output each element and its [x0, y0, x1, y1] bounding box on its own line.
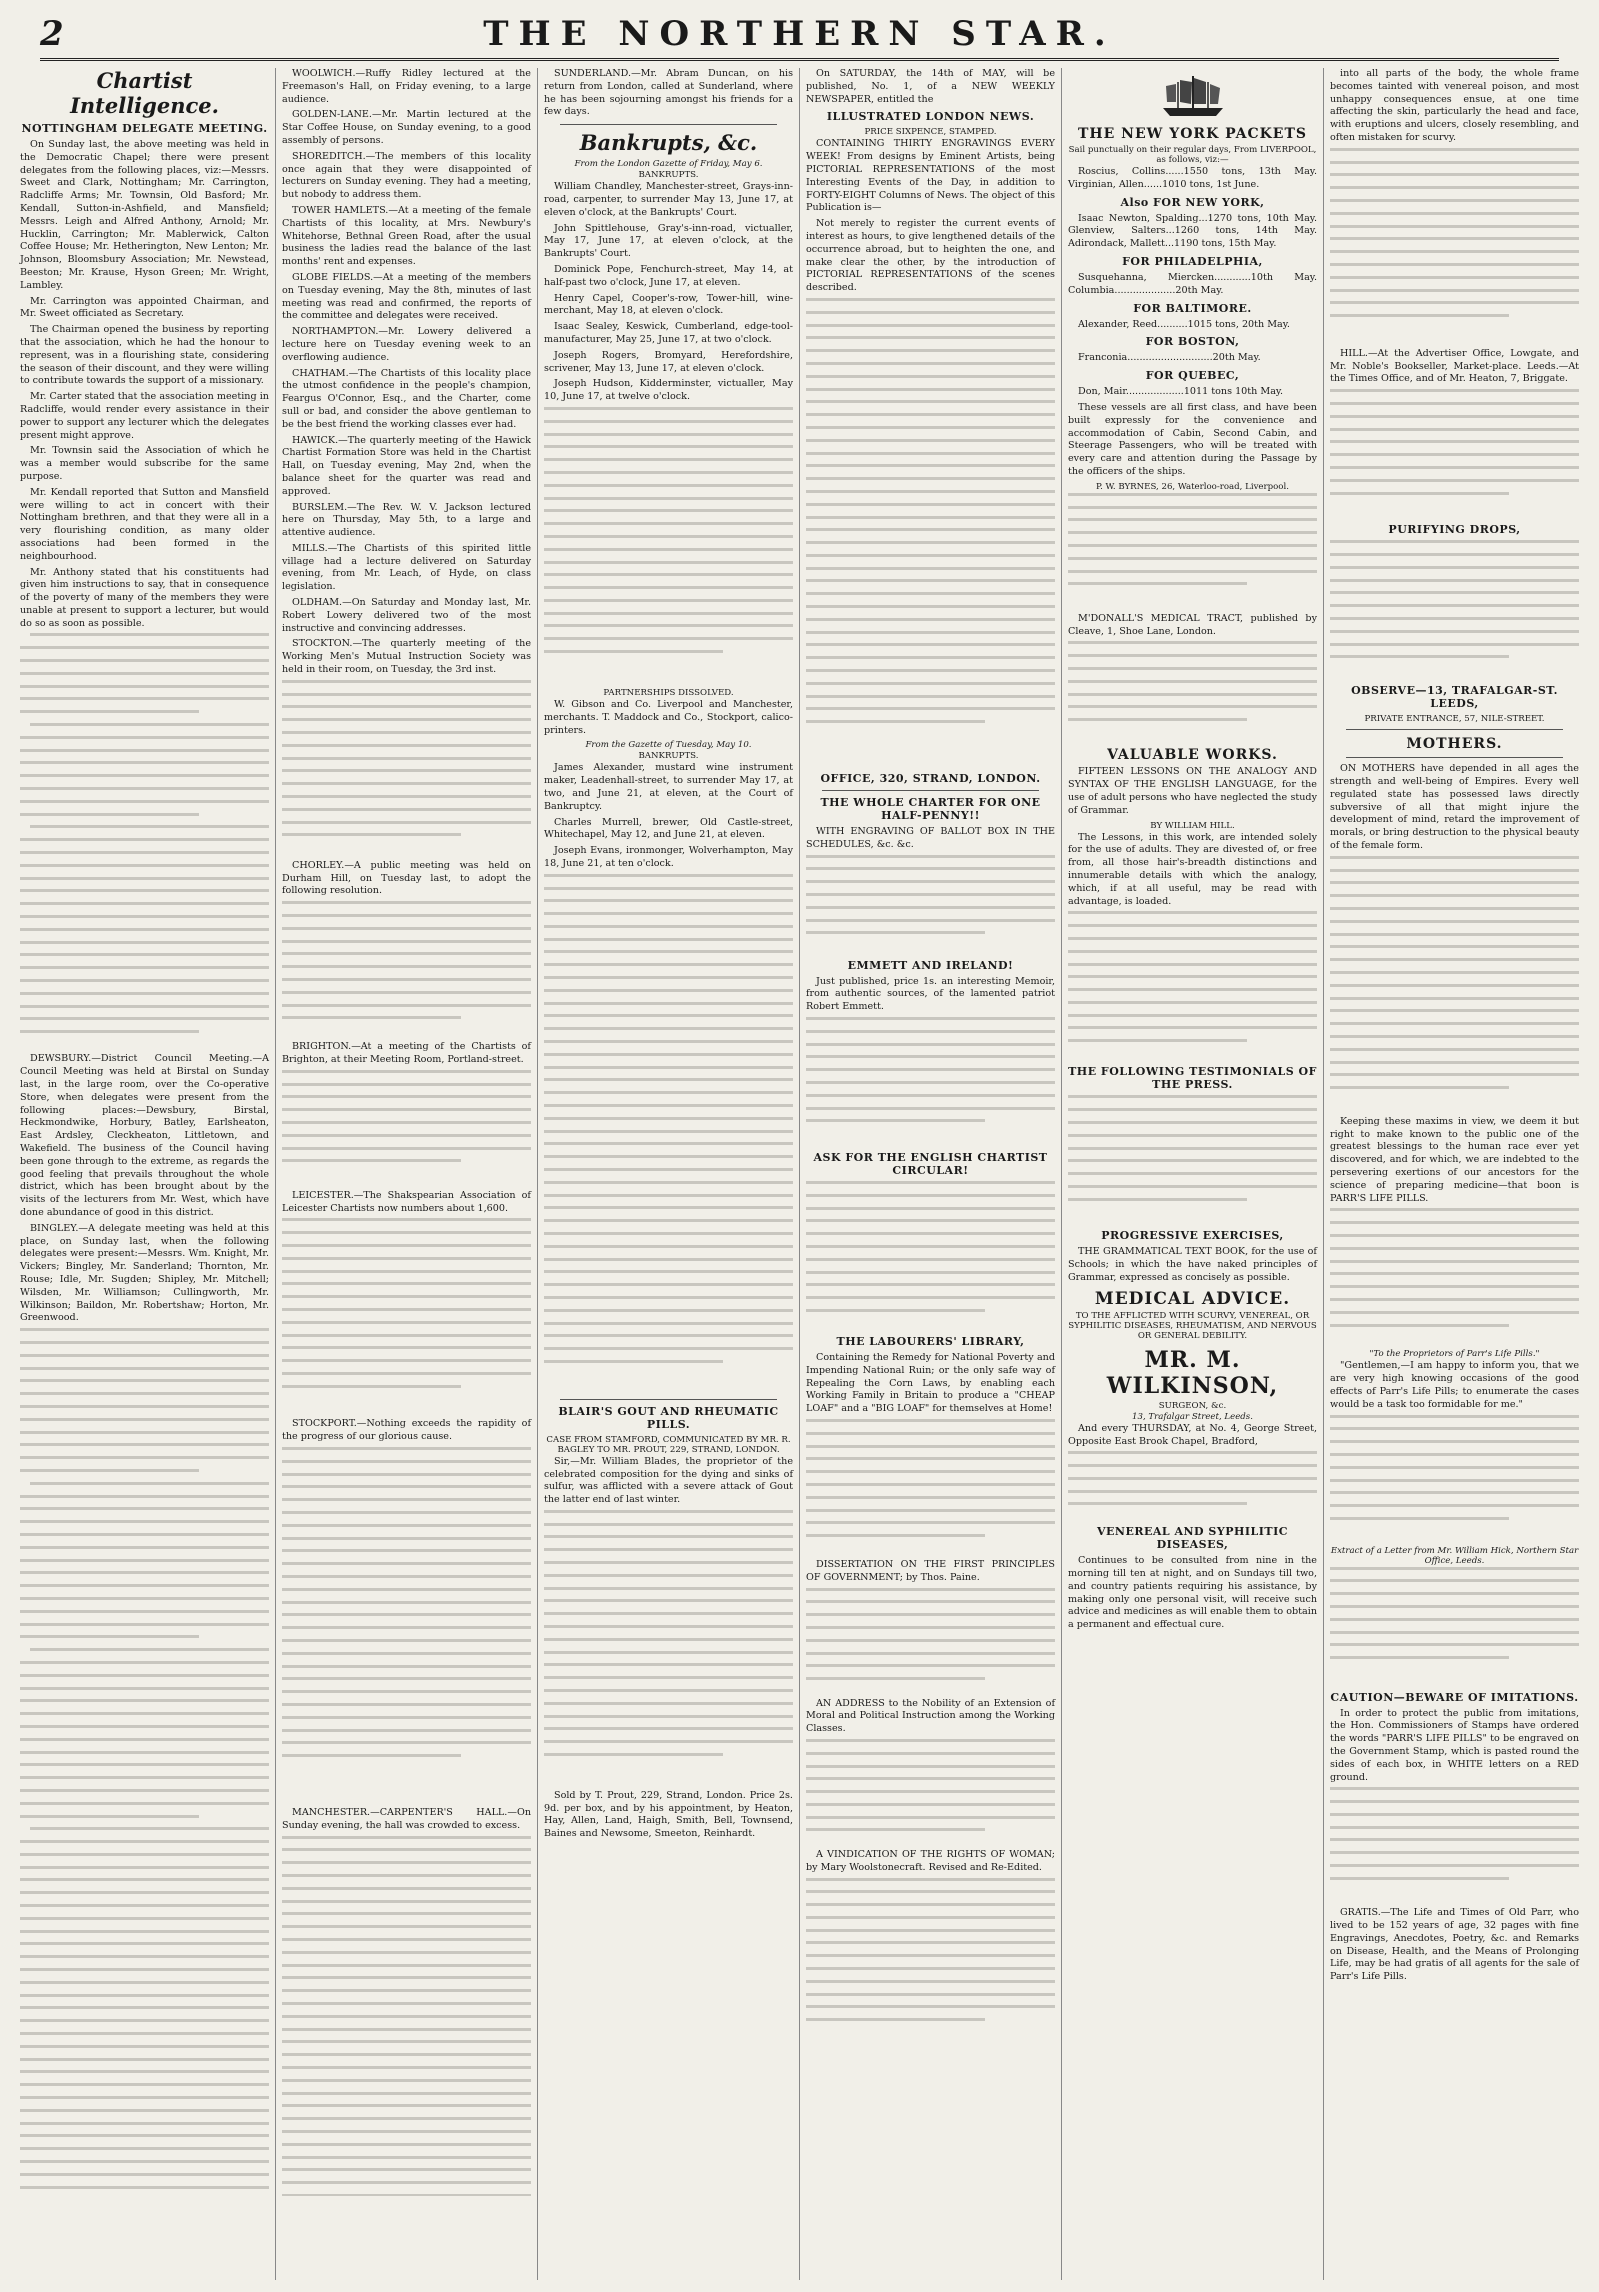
text-block [1330, 1567, 1579, 1687]
paragraph: CHORLEY.—A public meeting was held on Durham Hill, on Tuesday last, to adopt the following resolution. [282, 859, 531, 897]
ad-headline: THE FOLLOWING TESTIMONIALS OF THE PRESS. [1068, 1065, 1317, 1092]
text-block [806, 1017, 1055, 1147]
ad-headline: VENEREAL AND SYPHILITIC DISEASES, [1096, 1525, 1288, 1552]
text-block [282, 680, 531, 860]
article-headline: NOTTINGHAM DELEGATE MEETING. [21, 122, 268, 135]
paragraph: DEWSBURY.—District Council Meeting.—A Council Meeting was held at Birstal on Sunday last, in the large room, over the Co-operative Store, when delegates were present from the following places:—Dewsbury, Birstal, Heckmondwike, Horbury, Batley, Earlsheaton, East Ardsley, Cleckheaton, Littletown, and Wakefield. The business of the Council having been gone through to the extreme, as regards the good feeling that prevails throughout the whole district, which has been brought about by the visits of the lecturers from Mr. West, which have done abundance of good in this district. [20, 1053, 269, 1219]
subheading: PARTNERSHIPS DISSOLVED. [603, 687, 734, 698]
section-heading: Chartist Intelligence. [70, 68, 219, 118]
paragraph: M'DONALL'S MEDICAL TRACT, published by Cleave, 1, Shoe Lane, London. [1068, 612, 1317, 637]
ad-subheading: TO THE AFFLICTED WITH SCURVY, VENEREAL, OR SYPHILITIC DISEASES, RHEUMATISM, AND NERVOUS OR GENERAL DEBILITY. [1068, 1310, 1317, 1341]
ad-headline: FOR QUEBEC, [1145, 369, 1240, 383]
ad-headline: Also FOR NEW YORK, [1120, 195, 1265, 209]
author: BY WILLIAM HILL. [1150, 820, 1235, 831]
text-block [806, 1419, 1055, 1559]
paragraph: SUNDERLAND.—Mr. Abram Duncan, on his return from London, called at Sunderland, where he has been sojourning amongst his friends for a few days. [544, 68, 793, 118]
divider [822, 790, 1039, 791]
ad-headline: MEDICAL ADVICE. [1094, 1288, 1291, 1309]
paragraph: "Gentlemen,—I am happy to inform you, that we are very high knowing occasions of the good effects of Parr's Life Pills; to enumerate the cases would be a task too formidable for me." [1330, 1360, 1579, 1410]
paragraph: William Chandley, Manchester-street, Grays-inn-road, carpenter, to surrender May 13, June 17, at eleven o'clock, at the Bankrupts' Court. [544, 181, 793, 218]
paragraph: Not merely to register the current events of interest as hours, to give lengthened details of the occurrence abroad, but to heighten the one, and make clear the other, by the introduction of PICTORIAL REPRESENTATIONS of the scenes described. [806, 218, 1055, 294]
column-2 [275, 68, 537, 2280]
column-3 [537, 68, 799, 2280]
paragraph: NORTHAMPTON.—Mr. Lowery delivered a lecture here on Tuesday evening week to an overflowing audience. [282, 326, 531, 363]
paragraph: Keeping these maxims in view, we deem it but right to make known to the public one of the greatest blessings to the human race ever yet discovered, and for which, we are indebted to the persevering exertions of our ancestors for the science of preparing medicine—that boon is PARR'S LIFE PILLS. [1330, 1115, 1579, 1204]
paragraph: HILL.—At the Advertiser Office, Lowgate, and Mr. Noble's Bookseller, Market-place. Leeds.—At the Times Office, and of Mr. Heaton, 7, Briggate. [1330, 347, 1579, 385]
text-block [282, 1836, 531, 2196]
paragraph: SHOREDITCH.—The members of this locality once again that they were disappointed of lecturers on Sunday evening. They had a meeting, but nobody to address them. [282, 150, 531, 201]
shipping-list: Isaac Newton, Spalding...1270 tons, 10th May. Glenview, Salters...1260 tons, 14th May. Adirondack, Mallett...1190 tons, 15th May. [1068, 212, 1317, 250]
paragraph: HAWICK.—The quarterly meeting of the Hawick Chartist Formation Store was held in the Chartist Hall, on Tuesday evening, May 2nd, when the balance sheet for the quarter was read and approved. [282, 434, 531, 497]
paragraph: CHATHAM.—The Chartists of this locality place the utmost confidence in the people's champion, Feargus O'Connor, Esq., and the Charter, come sull or bad, and consider the above gentleman to be the best friend the working classes ever had. [282, 367, 531, 430]
paragraph: TOWER HAMLETS.—At a meeting of the female Chartists of this locality, at Mrs. Newbury's Whitehorse, Bethnal Green Road, after the usual business the ladies read the balance of the last months' rent and expenses. [282, 204, 531, 268]
ad-headline: FOR BOSTON, [1145, 335, 1240, 349]
paragraph: WOOLWICH.—Ruffy Ridley lectured at the Freemason's Hall, on Friday evening, to a large audience. [282, 68, 531, 105]
text-block [1330, 540, 1579, 680]
ad-headline: PROGRESSIVE EXERCISES, [1101, 1229, 1284, 1243]
section-heading: Bankrupts, &c. [579, 130, 758, 156]
paragraph: The Lessons, in this work, are intended solely for the use of adults. They are divested of, or free from, all those hair's-breadth distinctions and innumerable details with which the analogy, which, if at all useful, may be read with advantage, is loaded. [1068, 831, 1317, 907]
text-block [1068, 493, 1317, 613]
paragraph: FIFTEEN LESSONS ON THE ANALOGY AND SYNTAX OF THE ENGLISH LANGUAGE, for the use of adult persons who have neglected the study of Grammar. [1068, 766, 1317, 816]
paragraph: BINGLEY.—A delegate meeting was held at this place, on Sunday last, when the following delegates were present:—Messrs. Wm. Knight, Mr. Vickers; Bingley, Mr. Sanderland; Thornton, Mr. Rouse; Idle, Mr. Sugden; Shipley, Mr. Mitchell; Wilsden, Mr. Williamson; Cullingworth, Mr. Wilkinson; Baildon, Mr. Robertshaw; Horton, Mr. Greenwood. [20, 1222, 269, 1324]
paragraph: GLOBE FIELDS.—At a meeting of the members on Tuesday evening, May the 8th, minutes of last meeting was read and confirmed, the reports of the committee and delegates were received. [282, 271, 531, 322]
ad-subheading: SURGEON, &c. [1158, 1400, 1227, 1411]
page-number: 2 [40, 14, 64, 54]
paragraph: James Alexander, mustard wine instrument maker, Leadenhall-street, to surrender May 17, at two, and June 21, at eleven, at the Court of Bankruptcy. [544, 762, 793, 812]
ad-headline: VALUABLE WORKS. [1107, 747, 1278, 764]
divider [1346, 729, 1563, 730]
masthead [40, 14, 1559, 61]
text-block [1330, 1415, 1579, 1545]
paragraph: On SATURDAY, the 14th of MAY, will be published, No. 1, of a NEW WEEKLY NEWSPAPER, entitled the [806, 68, 1055, 105]
text-block [806, 1878, 1055, 2048]
text-block [544, 874, 793, 1394]
gazette-date: From the London Gazette of Friday, May 6. [574, 159, 763, 170]
paragraph: Mr. Carter stated that the association meeting in Radcliffe, would render every assistance in their power to support any lecturer which the delegates present might approve. [20, 391, 269, 441]
ad-headline: OBSERVE—13, TRAFALGAR-ST. LEEDS, [1351, 684, 1558, 711]
ad-headline: MR. M. WILKINSON, [1106, 1346, 1279, 1399]
letter-heading: "To the Proprietors of Parr's Life Pills." [1369, 1349, 1540, 1360]
divider [1346, 757, 1563, 758]
paragraph: into all parts of the body, the whole frame becomes tainted with venereal poison, and most unhappy consequences ensue, at one time affecting the skin, particularly the head and face, with eruptions and ulcers, closely resembling, and often mistaken for scurvy. [1330, 68, 1579, 143]
text-block [544, 1510, 793, 1790]
subheading: BANKRUPTS. [638, 751, 699, 762]
text-block [1330, 1208, 1579, 1348]
text-block [1330, 856, 1579, 1116]
text-block [1068, 641, 1317, 741]
ad-headline: THE LABOURERS' LIBRARY, [836, 1334, 1025, 1348]
text-block [544, 407, 793, 687]
paragraph: Dominick Pope, Fenchurch-street, May 14, at half-past two o'clock, June 17, at eleven. [544, 263, 793, 288]
paragraph: Joseph Rogers, Bromyard, Herefordshire, scrivener, May 13, June 17, at eleven o'clock. [544, 349, 793, 374]
text-block [1068, 1095, 1317, 1225]
paragraph: Joseph Hudson, Kidderminster, victualler, May 10, June 17, at twelve o'clock. [544, 378, 793, 403]
ad-headline: PURIFYING DROPS, [1388, 523, 1521, 537]
paragraph: On Sunday last, the above meeting was held in the Democratic Chapel; there were present delegates from the following places, viz:—Messrs. Sweet and Clark, Nottingham; Mr. Carrington, Radcliffe Arms; Mr. Townsin, Old Basford; Mr. Kendall, Sutton-in-Ashfield, and Mansfield; Messrs. Leigh and Alfred Anthony, Arnold; Mr. Hucklin, Carrington; Mr. Mablerwick, Calton Coffee House; Mr. Hetherington, New Lenton; Mr. Johnson, Bloomsbury Association; Mr. Newstead, Beeston; Mr. Krause, Hyson Green; Mr. Wright, Lambley. [20, 139, 269, 291]
paragraph: A VINDICATION OF THE RIGHTS OF WOMAN; by Mary Woolstonecraft. Revised and Re-Edited. [806, 1848, 1055, 1873]
paragraph: ON MOTHERS have depended in all ages the strength and well-being of Empires. Every well regulated state has possessed laws directly subversive of all that might injure the development of mind, retard the improvement of morals, or bring destruction to the physical beauty of the female form. [1330, 763, 1579, 851]
text-block [1330, 148, 1579, 348]
shipping-list: Don, Mair...................1011 tons 10th May. [1078, 386, 1284, 398]
paragraph: Isaac Sealey, Keswick, Cumberland, edge-tool-manufacturer, May 25, June 17, at two o'clock. [544, 321, 793, 345]
paragraph: Mr. Kendall reported that Sutton and Mansfield were willing to act in concert with their Nottingham brethren, and that they were all in a very flourishing condition, as many older associations had been formed in the neighbourhood. [20, 486, 269, 562]
paragraph: John Spittlehouse, Gray's-inn-road, victualler, May 17, June 17, at eleven o'clock, at the Bankrupts' Court. [544, 222, 793, 260]
signature: P. W. BYRNES, 26, Waterloo-road, Liverpool. [1096, 481, 1289, 492]
text-block [282, 1070, 531, 1190]
paragraph: Sold by T. Prout, 229, Strand, London. Price 2s. 9d. per box, and by his appointment, by Heaton, Hay, Allen, Land, Haigh, Smith, Bell, Townsend, Baines and Newsome, Smeeton, Reinhardt. [544, 1789, 793, 1840]
paragraph: THE GRAMMATICAL TEXT BOOK, for the use of Schools; in which the have naked principles of Grammar, expressed as concisely as possible. [1068, 1246, 1317, 1283]
text-block [1068, 1451, 1317, 1521]
ad-subheading: Sail punctually on their regular days, From LIVERPOOL, as follows, viz:— [1068, 145, 1317, 165]
gazette-date: From the Gazette of Tuesday, May 10. [585, 740, 752, 751]
text-block [806, 855, 1055, 955]
divider [560, 124, 777, 125]
column-5 [1061, 68, 1323, 2280]
column-6 [1323, 68, 1585, 2280]
paragraph: Charles Murrell, brewer, Old Castle-street, Whitechapel, May 12, and June 21, at eleven. [544, 816, 793, 841]
paragraph: DISSERTATION ON THE FIRST PRINCIPLES OF GOVERNMENT; by Thos. Paine. [806, 1558, 1055, 1583]
shipping-list: Franconia............................20th May. [1078, 352, 1261, 364]
paragraph: Sir,—Mr. William Blades, the proprietor of the celebrated composition for the dying and sinks of sulfur, was afflicted with a severe attack of Gout the latter end of last winter. [544, 1455, 793, 1506]
ad-subheading: CASE FROM STAMFORD, COMMUNICATED BY MR. R. BAGLEY TO MR. PROUT, 229, STRAND, LONDON. [546, 1434, 791, 1455]
text-block [806, 1588, 1055, 1698]
paragraph: Henry Capel, Cooper's-row, Tower-hill, wine-merchant, May 18, at eleven o'clock. [544, 292, 793, 317]
text-block [282, 1218, 531, 1418]
paragraph: BURSLEM.—The Rev. W. V. Jackson lectured here on Thursday, May 5th, to a large and attentive audience. [282, 501, 531, 539]
paragraph: CONTAINING THIRTY ENGRAVINGS EVERY WEEK! From designs by Eminent Artists, being PICTORIAL REPRESENTATIONS of the most Interesting Events of the Day, in addition to FORTY-EIGHT Columns of News. The object of this Publication is— [806, 138, 1055, 214]
paragraph: Just published, price 1s. an interesting Memoir, from authentic sources, of the lamented patriot Robert Emmett. [806, 975, 1055, 1013]
paragraph: GRATIS.—The Life and Times of Old Parr, who lived to be 152 years of age, 32 pages with fine Engravings, Anecdotes, Poetry, &c. and Remarks on Disease, Health, and the Means of Prolonging Life, may be had gratis of all agents for the sale of Parr's Life Pills. [1330, 1907, 1579, 1983]
ad-headline: THE NEW YORK PACKETS [1077, 126, 1307, 142]
paragraph: WITH ENGRAVING OF BALLOT BOX IN THE SCHEDULES, &c. &c. [806, 825, 1055, 850]
shipping-list: Roscius, Collins......1550 tons, 13th May. Virginian, Allen......1010 tons, 1st June. [1068, 166, 1317, 190]
text-block [282, 901, 531, 1041]
price-line: PRICE SIXPENCE, STAMPED. [864, 127, 997, 138]
text-block [1330, 389, 1579, 519]
paragraph: GOLDEN-LANE.—Mr. Martin lectured at the Star Coffee House, on Sunday evening, to a good assembly of persons. [282, 109, 531, 146]
paragraph: And every THURSDAY, at No. 4, George Street, Opposite East Brook Chapel, Bradford, [1068, 1422, 1317, 1447]
address: 13, Trafalgar Street, Leeds. [1132, 1411, 1253, 1422]
text-block [806, 1181, 1055, 1331]
letter-heading: Extract of a Letter from Mr. William Hick, Northern Star Office, Leeds. [1330, 1545, 1579, 1566]
paragraph: LEICESTER.—The Shakspearian Association of Leicester Chartists now numbers about 1,600. [282, 1189, 531, 1214]
paragraph: AN ADDRESS to the Nobility of an Extension of Moral and Political Instruction among the Working Classes. [806, 1697, 1055, 1735]
divider [560, 1399, 777, 1400]
paragraph: BRIGHTON.—At a meeting of the Chartists of Brighton, at their Meeting Room, Portland-street. [282, 1041, 531, 1066]
columns [14, 68, 1585, 2280]
column-1 [14, 68, 275, 2280]
ad-headline: CAUTION—BEWARE OF IMITATIONS. [1330, 1690, 1579, 1704]
paragraph: These vessels are all first class, and have been built expressly for the convenience and accommodation of Cabin, Second Cabin, and Steerage Passengers, who will be treated with every care and attention during the Passage by the officers of the ships. [1068, 401, 1317, 477]
paragraph: MANCHESTER.—CARPENTER'S HALL.—On Sunday evening, the hall was crowded to excess. [282, 1807, 531, 1831]
ad-headline: BLAIR'S GOUT AND RHEUMATIC PILLS. [558, 1404, 779, 1431]
column-4 [799, 68, 1061, 2280]
sailing-ship-icon [1158, 72, 1228, 120]
paragraph: The Chairman opened the business by reporting that the association, which he had the honour to represent, was in a flourishing state, considering the season of their discount, and they were willing to contribute towards the support of a missionary. [20, 324, 269, 387]
text-block [20, 1328, 269, 2228]
text-block [1330, 1787, 1579, 1907]
text-block [806, 1739, 1055, 1849]
paragraph: STOCKPORT.—Nothing exceeds the rapidity of the progress of our glorious cause. [282, 1418, 531, 1443]
ad-headline: EMMETT AND IRELAND! [847, 958, 1014, 972]
shipping-list: Susquehanna, Miercken............10th May. Columbia....................20th May. [1068, 271, 1317, 296]
shipping-list: Alexander, Reed..........1015 tons, 20th May. [1078, 318, 1290, 330]
paragraph: Containing the Remedy for National Poverty and Impending National Ruin; or the only safe way of Repealing the Corn Laws, by enabling each Working Family in Britain to produce a "CHEAP LOAF" and a "BIG LOAF" for themselves at Home! [806, 1351, 1055, 1415]
newspaper-title: THE NORTHERN STAR. [483, 14, 1116, 54]
subheading: BANKRUPTS. [638, 170, 699, 181]
ad-headline: THE WHOLE CHARTER FOR ONE HALF-PENNY!! [820, 795, 1041, 822]
ad-headline: ILLUSTRATED LONDON NEWS. [826, 110, 1035, 124]
ad-headline: ASK FOR THE ENGLISH CHARTIST CIRCULAR! [813, 1150, 1048, 1177]
ad-headline: MOTHERS. [1406, 736, 1503, 753]
paragraph: STOCKTON.—The quarterly meeting of the Working Men's Mutual Instruction Society was held in their room, on Tuesday, the 3rd inst. [282, 638, 531, 676]
text-block [806, 298, 1055, 768]
paragraph: MILLS.—The Chartists of this spirited little village had a lecture delivered on Saturday evening, from Mr. Leach, of Hyde, on class legislation. [282, 542, 531, 593]
paragraph: Mr. Anthony stated that his constituents had given him instructions to say, that in consequence of the poverty of many of the members they were unable at present to support a lecturer, but would do so as soon as possible. [20, 566, 269, 629]
paragraph: Mr. Townsin said the Association of which he was a member would subscribe for the same purpose. [20, 445, 269, 482]
paragraph: Mr. Carrington was appointed Chairman, and Mr. Sweet officiated as Secretary. [20, 295, 269, 320]
ad-headline: OFFICE, 320, STRAND, LONDON. [820, 771, 1041, 785]
ad-headline: FOR PHILADELPHIA, [1122, 254, 1263, 268]
paragraph: Joseph Evans, ironmonger, Wolverhampton, May 18, June 21, at ten o'clock. [544, 845, 793, 869]
paragraph: OLDHAM.—On Saturday and Monday last, Mr. Robert Lowery delivered two of the most instructive and convincing addresses. [282, 597, 531, 634]
ad-headline: FOR BALTIMORE. [1133, 301, 1252, 315]
text-block [20, 633, 269, 1053]
text-block [282, 1447, 531, 1807]
paragraph: Continues to be consulted from nine in the morning till ten at night, and on Sundays till two, and country patients requiring his assistance, by making only one personal visit, will receive such advice and medicines as will enable them to obtain a permanent and effectual cure. [1068, 1555, 1317, 1631]
paragraph: In order to protect the public from imitations, the Hon. Commissioners of Stamps have ordered the words "PARR'S LIFE PILLS" to be engraved on the Government Stamp, which is pasted round the sides of each box, in WHITE letters on a RED ground. [1330, 1707, 1579, 1783]
paragraph: W. Gibson and Co. Liverpool and Manchester, merchants. T. Maddock and Co., Stockport, calico-printers. [544, 698, 793, 736]
address: PRIVATE ENTRANCE, 57, NILE-STREET. [1364, 714, 1545, 725]
text-block [1068, 911, 1317, 1061]
